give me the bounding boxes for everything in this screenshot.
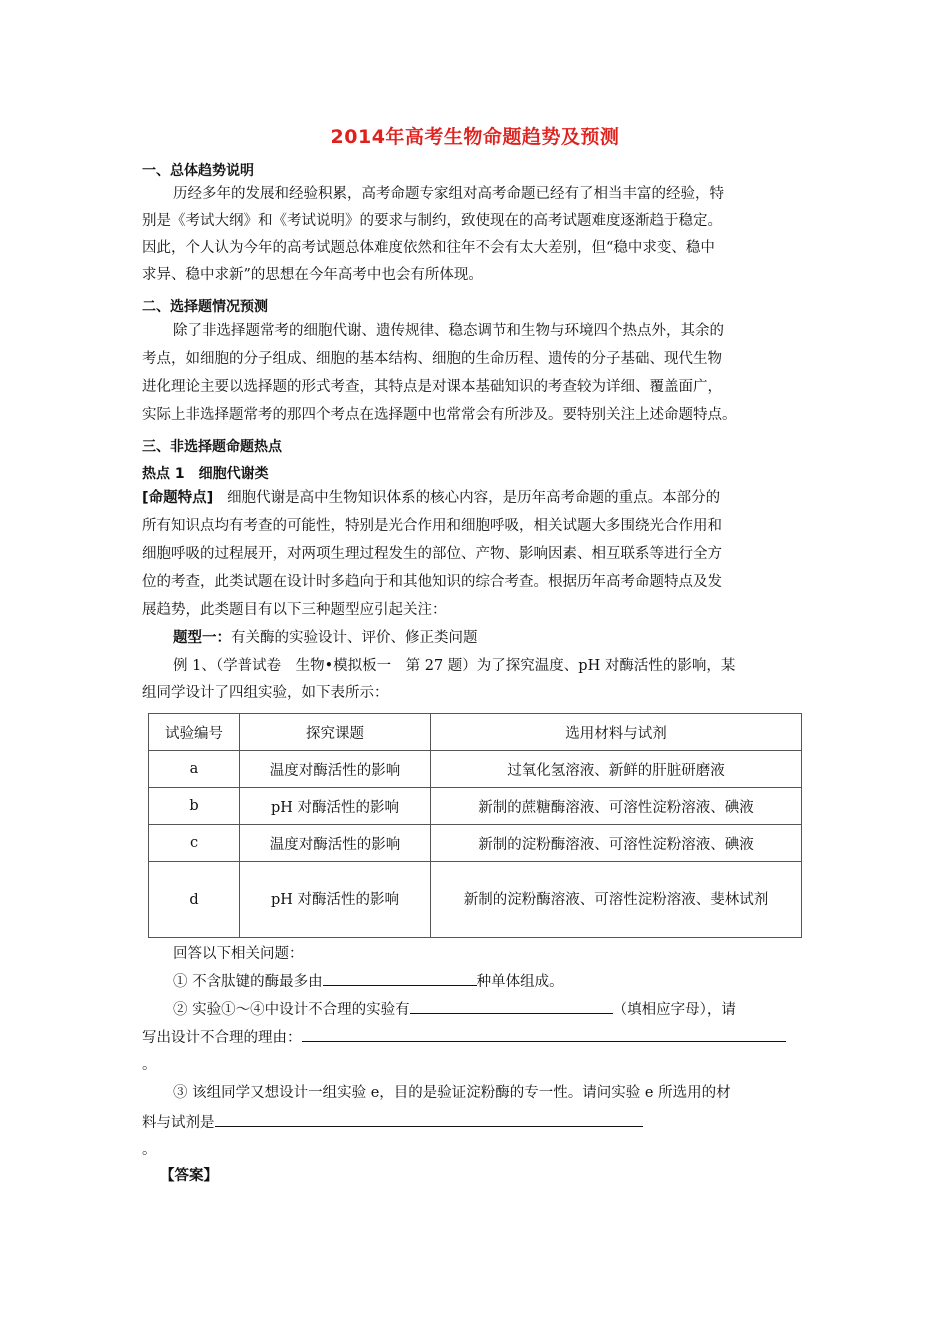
header-cell: 选用材料与试剂 [431,714,802,751]
feature-paragraph-first-line [142,488,720,508]
section-1-heading: 一、总体趋势说明 [142,163,254,179]
question-text: ① 不含肽键的酶最多由 [173,974,323,990]
paragraph-line: 除了非选择题常考的细胞代谢、遗传规律、稳态调节和生物与环境四个热点外，其余的 [173,323,724,339]
example-line: 组同学设计了四组实验，如下表所示： [142,685,389,701]
table-cell: 新制的淀粉酶溶液、可溶性淀粉溶液、斐林试剂 [431,862,802,938]
question-text: ② 实验①～④中设计不合理的实验有 [173,1002,410,1018]
question-text: 种单体组成。 [476,974,564,990]
table-cell: 新制的淀粉酶溶液、可溶性淀粉溶液、碘液 [431,825,802,862]
questions-intro: 回答以下相关问题： [173,946,304,962]
table-row [149,751,802,788]
question-1 [173,970,564,992]
table-cell: 温度对酶活性的影响 [240,825,431,862]
table-cell: 过氧化氢溶液、新鲜的肝脏研磨液 [431,751,802,788]
page-title: 2014年高考生物命题趋势及预测 [330,126,620,148]
table-cell: d [149,862,240,938]
feature-label: [命题特点] [142,490,214,506]
paragraph-line: 进化理论主要以选择题的形式考查，其特点是对课本基础知识的考查较为详细、覆盖面广， [142,379,722,395]
table-cell: b [149,788,240,825]
question-2 [173,998,736,1020]
table-cell: 新制的蔗糖酶溶液、可溶性淀粉溶液、碘液 [431,788,802,825]
question-text: 写出设计不合理的理由： [142,1030,302,1046]
section-2-heading: 二、选择题情况预测 [142,299,268,315]
period: 。 [142,1142,157,1158]
experiment-table [148,713,802,938]
example-line: 例 1、（学普试卷 生物•模拟板一 第 27 题）为了探究温度、pH 对酶活性的影响，某 [173,658,736,674]
paragraph-line: 别是《考试大纲》和《考试说明》的要求与制约，致使现在的高考试题难度逐渐趋于稳定。 [142,213,722,229]
answer-blank[interactable] [215,1111,643,1127]
answer-blank[interactable] [410,998,613,1014]
hot-topic-1-heading: 热点 1 细胞代谢类 [142,466,269,482]
table-cell: 温度对酶活性的影响 [240,751,431,788]
header-cell: 探究课题 [240,714,431,751]
paragraph-line: 细胞呼吸的过程展开，对两项生理过程发生的部位、产物、影响因素、相互联系等进行全方 [142,546,722,562]
paragraph-line: 所有知识点均有考查的可能性，特别是光合作用和细胞呼吸，相关试题大多围绕光合作用和 [142,518,722,534]
paragraph-line: 历经多年的发展和经验积累，高考命题专家组对高考命题已经有了相当丰富的经验，特 [173,186,724,202]
question-3: ③ 该组同学又想设计一组实验 e，目的是验证淀粉酶的专一性。请问实验 e 所选用的材 [173,1085,731,1101]
table-row [149,825,802,862]
paragraph-line: 因此，个人认为今年的高考试题总体难度依然和往年不会有太大差别，但“稳中求变、稳中 [142,240,715,256]
type-label: 题型一： [173,630,231,646]
answer-label: 【答案】 [160,1168,218,1184]
paragraph-line: 实际上非选择题常考的那四个考点在选择题中也常常会有所涉及。要特别关注上述命题特点。 [142,407,737,423]
question-text: （填相应字母），请 [612,1002,736,1018]
table-row [149,862,802,938]
table-cell: a [149,751,240,788]
table-cell: c [149,825,240,862]
question-3-continued [142,1111,643,1133]
table-cell: pH 对酶活性的影响 [240,862,431,938]
table-header-row [149,714,802,751]
question-text: 料与试剂是 [142,1115,215,1131]
type-text: 有关酶的实验设计、评价、修正类问题 [231,630,478,646]
question-2-continued [142,1026,786,1048]
answer-blank[interactable] [302,1026,786,1042]
period: 。 [142,1057,157,1073]
paragraph-line: 考点，如细胞的分子组成、细胞的基本结构、细胞的生命历程、遗传的分子基础、现代生物 [142,351,722,367]
paragraph-text: 细胞代谢是高中生物知识体系的核心内容，是历年高考命题的重点。本部分的 [227,490,721,506]
paragraph-line: 展趋势，此类题目有以下三种题型应引起关注： [142,602,447,618]
paragraph-line: 求异、稳中求新”的思想在今年高考中也会有所体现。 [142,267,483,283]
table-row [149,788,802,825]
answer-blank[interactable] [323,970,477,986]
paragraph-line: 位的考查，此类试题在设计时多趋向于和其他知识的综合考查。根据历年高考命题特点及发 [142,574,722,590]
header-cell: 试验编号 [149,714,240,751]
question-type-1 [173,628,478,648]
section-3-heading: 三、非选择题命题热点 [142,439,282,455]
table-cell: pH 对酶活性的影响 [240,788,431,825]
